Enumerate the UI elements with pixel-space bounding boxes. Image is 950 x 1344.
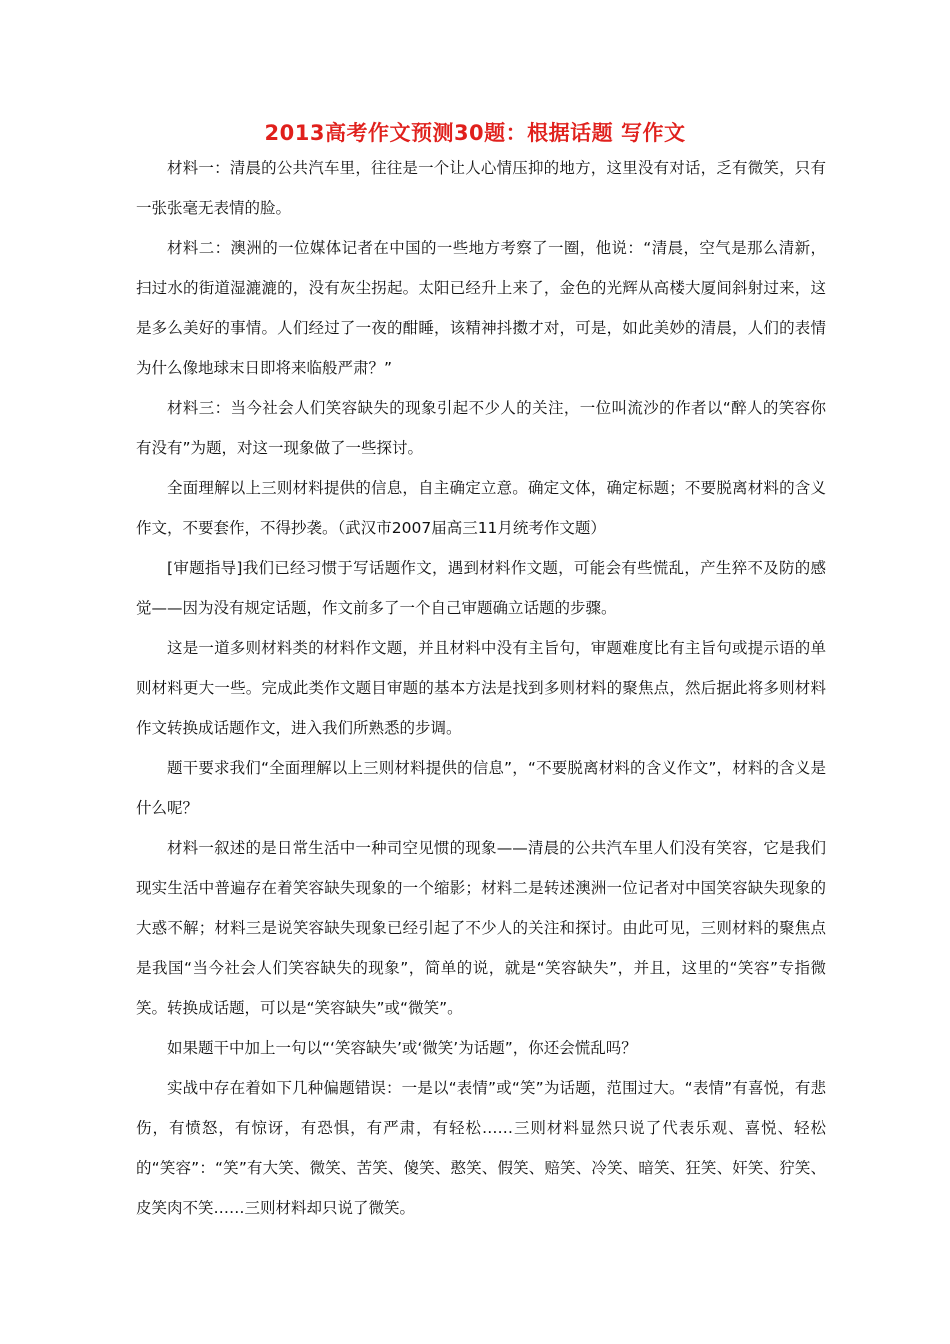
paragraph-material-2: 材料二：澳洲的一位媒体记者在中国的一些地方考察了一圈，他说：“清晨，空气是那么清新，扫过水的街道湿漉漉的，没有灰尘拐起。太阳已经升上来了，金色的光辉从高楼大厦间斜射过来，这是多么美好的事情。人们经过了一夜的酣睡，该精神抖擞才对，可是，如此美妙的清晨，人们的表情为什么像地球末日即将来临般严肃？” [136,239,826,377]
paragraph-analysis-1: 这是一道多则材料类的材料作文题，并且材料中没有主旨句，审题难度比有主旨句或提示语的单则材料更大一些。完成此类作文题目审题的基本方法是找到多则材料的聚焦点，然后据此将多则材料作文转换成话题作文，进入我们所熟悉的步调。 [136,639,826,737]
paragraph-guidance: [审题指导]我们已经习惯于写话题作文，遇到材料作文题，可能会有些慌乱，产生猝不及防的感觉——因为没有规定话题，作文前多了一个自己审题确立话题的步骤。 [136,559,826,617]
document-body [136,148,826,1228]
paragraph-material-1: 材料一：清晨的公共汽车里，往往是一个让人心情压抑的地方，这里没有对话，乏有微笑，只有一张张毫无表情的脸。 [136,159,826,217]
paragraph-analysis-3: 材料一叙述的是日常生活中一种司空见惯的现象——清晨的公共汽车里人们没有笑容，它是我们现实生活中普遍存在着笑容缺失现象的一个缩影；材料二是转述澳洲一位记者对中国笑容缺失现象的大惑不解；材料三是说笑容缺失现象已经引起了不少人的关注和探讨。由此可见，三则材料的聚焦点是我国“当今社会人们笑容缺失的现象”，简单的说，就是“笑容缺失”，并且，这里的“笑容”专指微笑。转换成话题，可以是“笑容缺失”或“微笑”。 [136,839,826,1017]
document-title: 2013高考作文预测30题：根据话题 写作文 [264,121,686,145]
paragraph-instructions: 全面理解以上三则材料提供的信息，自主确定立意。确定文体，确定标题；不要脱离材料的含义作文，不要套作，不得抄袭。（武汉市2007届高三11月统考作文题） [136,479,826,537]
paragraph-analysis-2: 题干要求我们“全面理解以上三则材料提供的信息”，“不要脱离材料的含义作文”，材料的含义是什么呢？ [136,759,826,817]
paragraph-material-3: 材料三：当今社会人们笑容缺失的现象引起不少人的关注，一位叫流沙的作者以“醉人的笑容你有没有”为题，对这一现象做了一些探讨。 [136,399,826,457]
paragraph-analysis-5: 实战中存在着如下几种偏题错误：一是以“表情”或“笑”为话题，范围过大。“表情”有喜悦，有悲伤，有愤怒，有惊讶，有恐惧，有严肃，有轻松……三则材料显然只说了代表乐观、喜悦、轻松的“笑容”：“笑”有大笑、微笑、苦笑、傻笑、憨笑、假笑、赔笑、冷笑、暗笑、狂笑、奸笑、狞笑、皮笑肉不笑……三则材料却只说了微笑。 [136,1079,826,1217]
paragraph-analysis-4: 如果题干中加上一句以“‘笑容缺失’或‘微笑’为话题”，你还会慌乱吗？ [167,1039,637,1057]
